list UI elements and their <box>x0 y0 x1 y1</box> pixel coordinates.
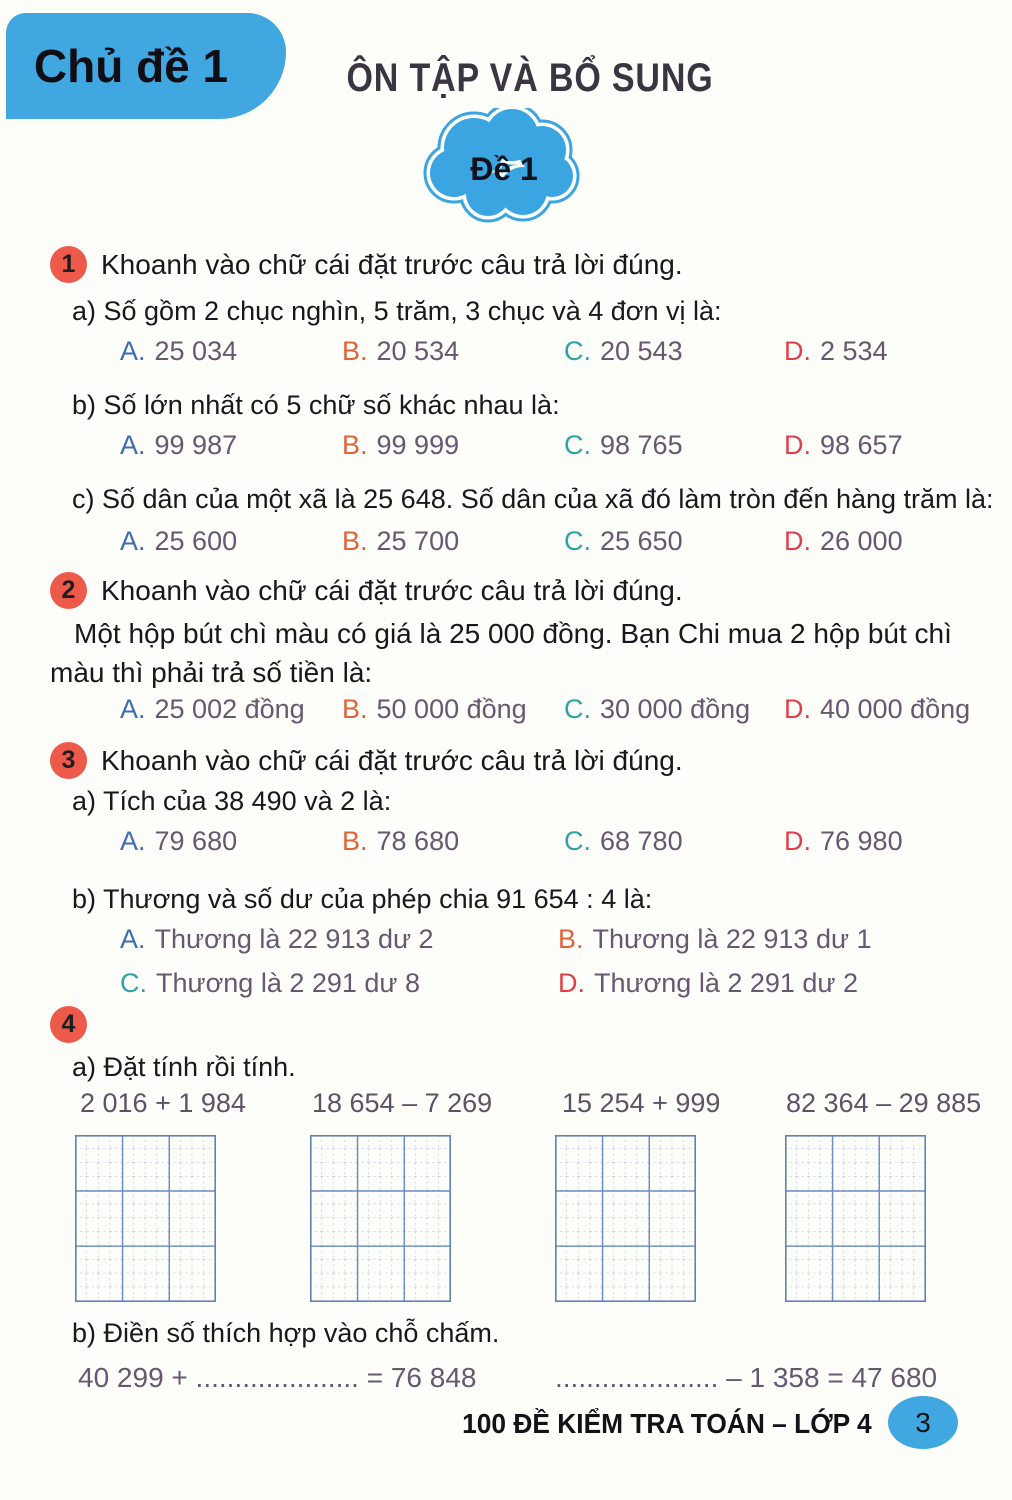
option-value: 50 000 đồng <box>376 694 527 724</box>
option-value: 2 534 <box>820 336 888 366</box>
option-value: 98 657 <box>820 430 903 460</box>
option-letter: B. <box>342 336 368 366</box>
option-3b-A <box>120 924 558 955</box>
fill-equation-right: ..................... – 1 358 = 47 680 <box>555 1362 938 1393</box>
option-letter: B. <box>342 694 368 724</box>
option-1c-D <box>784 526 992 557</box>
option-1b-C <box>564 430 784 461</box>
calc-expression-1: 2 016 + 1 984 <box>80 1088 246 1118</box>
cloud-icon <box>420 108 588 226</box>
option-letter: C. <box>120 968 147 998</box>
test-badge-label: Đề 1 <box>470 151 538 187</box>
option-letter: A. <box>120 336 146 366</box>
option-1a-D <box>784 336 992 367</box>
option-1c-C <box>564 526 784 557</box>
question-1-prompt: Khoanh vào chữ cái đặt trước câu trả lời đúng. <box>101 248 683 280</box>
option-letter: C. <box>564 336 591 366</box>
calc-expression-4: 82 364 – 29 885 <box>786 1088 982 1118</box>
question-2-body: Một hộp bút chì màu có giá là 25 000 đồng. Bạn Chi mua 2 hộp bút chì màu thì phải trả số tiền là: <box>50 618 952 688</box>
option-value: 68 780 <box>600 826 683 856</box>
option-letter: B. <box>342 430 368 460</box>
option-3b-C <box>120 968 558 999</box>
question-3-number-badge: 3 <box>50 742 87 779</box>
option-2-B <box>342 694 564 725</box>
option-letter: C. <box>564 694 591 724</box>
question-1c-label: c) Số dân của một xã là 25 648. Số dân của xã đó làm tròn đến hàng trăm là: <box>72 484 994 514</box>
option-value: 25 600 <box>154 526 238 556</box>
question-1-header <box>50 246 683 283</box>
question-4-number-badge: 4 <box>50 1006 87 1043</box>
option-value: 25 034 <box>154 336 238 366</box>
page-number-badge <box>888 1396 958 1449</box>
option-3b-B <box>558 924 992 955</box>
option-3a-C <box>564 826 784 857</box>
option-letter: D. <box>784 430 811 460</box>
option-3a-D <box>784 826 992 857</box>
option-1c-B <box>342 526 564 557</box>
option-value: 40 000 đồng <box>820 694 971 724</box>
option-letter: C. <box>564 430 591 460</box>
option-1a-A <box>120 336 342 367</box>
option-1b-A <box>120 430 342 461</box>
question-1b-label: b) Số lớn nhất có 5 chữ số khác nhau là: <box>72 390 560 420</box>
option-letter: B. <box>558 924 584 954</box>
option-value: 99 999 <box>376 430 460 460</box>
option-1b-B <box>342 430 564 461</box>
page-title: ÔN TẬP VÀ BỔ SUNG <box>346 56 714 100</box>
option-letter: A. <box>120 430 146 460</box>
option-value: 25 700 <box>376 526 460 556</box>
option-value: Thương là 22 913 dư 2 <box>154 924 434 954</box>
option-3b-D <box>558 968 992 999</box>
option-letter: C. <box>564 526 591 556</box>
option-letter: D. <box>784 694 811 724</box>
question-4b-label: b) Điền số thích hợp vào chỗ chấm. <box>72 1318 500 1348</box>
question-1c-options <box>120 526 992 557</box>
calc-grid-1 <box>75 1135 216 1302</box>
question-1b-options <box>120 430 992 461</box>
option-letter: A. <box>120 694 146 724</box>
fill-equation-left: 40 299 + ..................... = 76 848 <box>78 1362 477 1393</box>
option-value: 78 680 <box>376 826 460 856</box>
question-1a-options <box>120 336 992 367</box>
question-3a-label: a) Tích của 38 490 và 2 là: <box>72 786 392 816</box>
option-1a-B <box>342 336 564 367</box>
option-2-C <box>564 694 784 725</box>
option-3a-B <box>342 826 564 857</box>
option-2-A <box>120 694 342 725</box>
test-badge-cloud <box>420 108 588 226</box>
option-value: 20 543 <box>600 336 683 366</box>
question-3-header <box>50 742 683 779</box>
option-1b-D <box>784 430 992 461</box>
option-3a-A <box>120 826 342 857</box>
option-value: 20 534 <box>376 336 460 366</box>
option-value: 79 680 <box>154 826 238 856</box>
option-letter: D. <box>558 968 585 998</box>
question-2-number-badge: 2 <box>50 572 87 609</box>
calc-grid-4 <box>785 1135 926 1302</box>
option-value: Thương là 22 913 dư 1 <box>592 924 872 954</box>
option-letter: A. <box>120 826 146 856</box>
option-letter: A. <box>120 924 146 954</box>
question-1a-label: a) Số gồm 2 chục nghìn, 5 trăm, 3 chục và 4 đơn vị là: <box>72 296 722 326</box>
footer-book-title: 100 ĐỀ KIỂM TRA TOÁN – LỚP 4 <box>462 1408 872 1439</box>
calc-grid-2 <box>310 1135 451 1302</box>
question-2-options <box>120 694 992 725</box>
option-value: 26 000 <box>820 526 903 556</box>
option-value: 25 002 đồng <box>154 694 305 724</box>
option-value: 98 765 <box>600 430 683 460</box>
question-3b-options <box>120 924 992 999</box>
question-3-prompt: Khoanh vào chữ cái đặt trước câu trả lời đúng. <box>101 744 683 776</box>
option-letter: C. <box>564 826 591 856</box>
option-value: 99 987 <box>154 430 238 460</box>
option-letter: D. <box>784 336 811 366</box>
topic-badge-label: Chủ đề 1 <box>33 40 229 92</box>
question-4-header <box>50 1006 87 1043</box>
option-letter: B. <box>342 826 368 856</box>
option-1a-C <box>564 336 784 367</box>
option-letter: A. <box>120 526 146 556</box>
option-value: Thương là 2 291 dư 2 <box>594 968 859 998</box>
calc-expression-3: 15 254 + 999 <box>562 1088 721 1118</box>
question-1-number-badge: 1 <box>50 246 87 283</box>
option-1c-A <box>120 526 342 557</box>
calc-expression-2: 18 654 – 7 269 <box>312 1088 493 1118</box>
option-letter: D. <box>784 526 811 556</box>
question-4a-label: a) Đặt tính rồi tính. <box>72 1052 296 1082</box>
option-2-D <box>784 694 992 725</box>
calc-grid-3 <box>555 1135 696 1302</box>
option-value: Thương là 2 291 dư 8 <box>156 968 421 998</box>
question-3b-label: b) Thương và số dư của phép chia 91 654 : 4 là: <box>72 884 653 914</box>
question-2-header <box>50 572 683 609</box>
option-value: 30 000 đồng <box>600 694 751 724</box>
option-value: 25 650 <box>600 526 683 556</box>
question-2-prompt: Khoanh vào chữ cái đặt trước câu trả lời đúng. <box>101 574 683 606</box>
option-letter: B. <box>342 526 368 556</box>
option-letter: D. <box>784 826 811 856</box>
question-3a-options <box>120 826 992 857</box>
page-number: 3 <box>915 1406 931 1438</box>
option-value: 76 980 <box>820 826 903 856</box>
